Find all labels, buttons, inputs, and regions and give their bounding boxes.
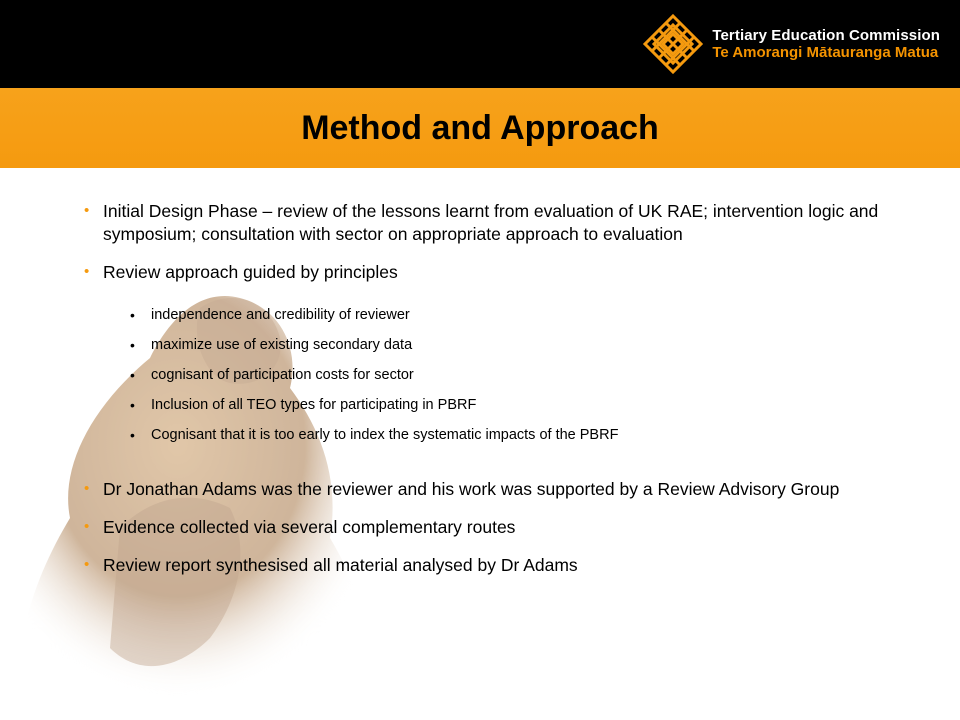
bullet-text: Initial Design Phase – review of the lessons learnt from evaluation of UK RAE; intervention logic and symposium; consultation with sector on appropriate approach to evaluation	[103, 201, 879, 244]
sub-bullet-list	[80, 306, 880, 444]
sub-bullet-text: independence and credibility of reviewer	[151, 307, 410, 323]
bullet-item	[80, 478, 880, 501]
header-bar	[0, 0, 960, 88]
sub-bullet-item	[80, 396, 880, 414]
org-name-maori: Te Amorangi Mātauranga Matua	[712, 44, 939, 61]
sub-bullet-dot: •	[130, 367, 135, 383]
bullet-dot: •	[84, 263, 90, 280]
slide-title: Method and Approach	[301, 108, 659, 147]
sub-bullet-dot: •	[130, 337, 135, 353]
sub-bullet-item	[80, 426, 880, 444]
bullet-dot: •	[84, 518, 90, 535]
bullet-dot: •	[84, 480, 90, 497]
bullet-item	[80, 200, 880, 246]
sub-bullet-dot: •	[130, 397, 135, 413]
org-name: Tertiary Education Commission	[712, 26, 940, 44]
sub-bullet-dot: •	[130, 427, 135, 443]
woven-diamond-logo-icon	[642, 13, 704, 75]
sub-bullet-item	[80, 366, 880, 384]
sub-bullet-item	[80, 336, 880, 354]
sub-bullet-text: Cognisant that it is too early to index the systematic impacts of the PBRF	[151, 427, 619, 443]
bullet-item	[80, 516, 880, 539]
bullet-dot: •	[84, 556, 90, 573]
bullet-item	[80, 554, 880, 577]
tec-logo	[642, 14, 940, 74]
bullet-text: Evidence collected via several complementary routes	[103, 517, 516, 537]
bullet-text: Review approach guided by principles	[103, 262, 398, 282]
title-bar	[0, 88, 960, 168]
bullet-text: Dr Jonathan Adams was the reviewer and his work was supported by a Review Advisory Group	[103, 479, 840, 499]
sub-bullet-text: cognisant of participation costs for sector	[151, 367, 414, 383]
slide-content	[80, 200, 880, 592]
logo-text	[712, 27, 940, 62]
sub-bullet-text: maximize use of existing secondary data	[151, 337, 413, 353]
bullet-dot: •	[84, 202, 90, 219]
sub-bullet-dot: •	[130, 307, 135, 323]
bullet-text: Review report synthesised all material analysed by Dr Adams	[103, 555, 578, 575]
sub-bullet-text: Inclusion of all TEO types for participating in PBRF	[151, 397, 477, 413]
bullet-item	[80, 261, 880, 284]
sub-bullet-item	[80, 306, 880, 324]
